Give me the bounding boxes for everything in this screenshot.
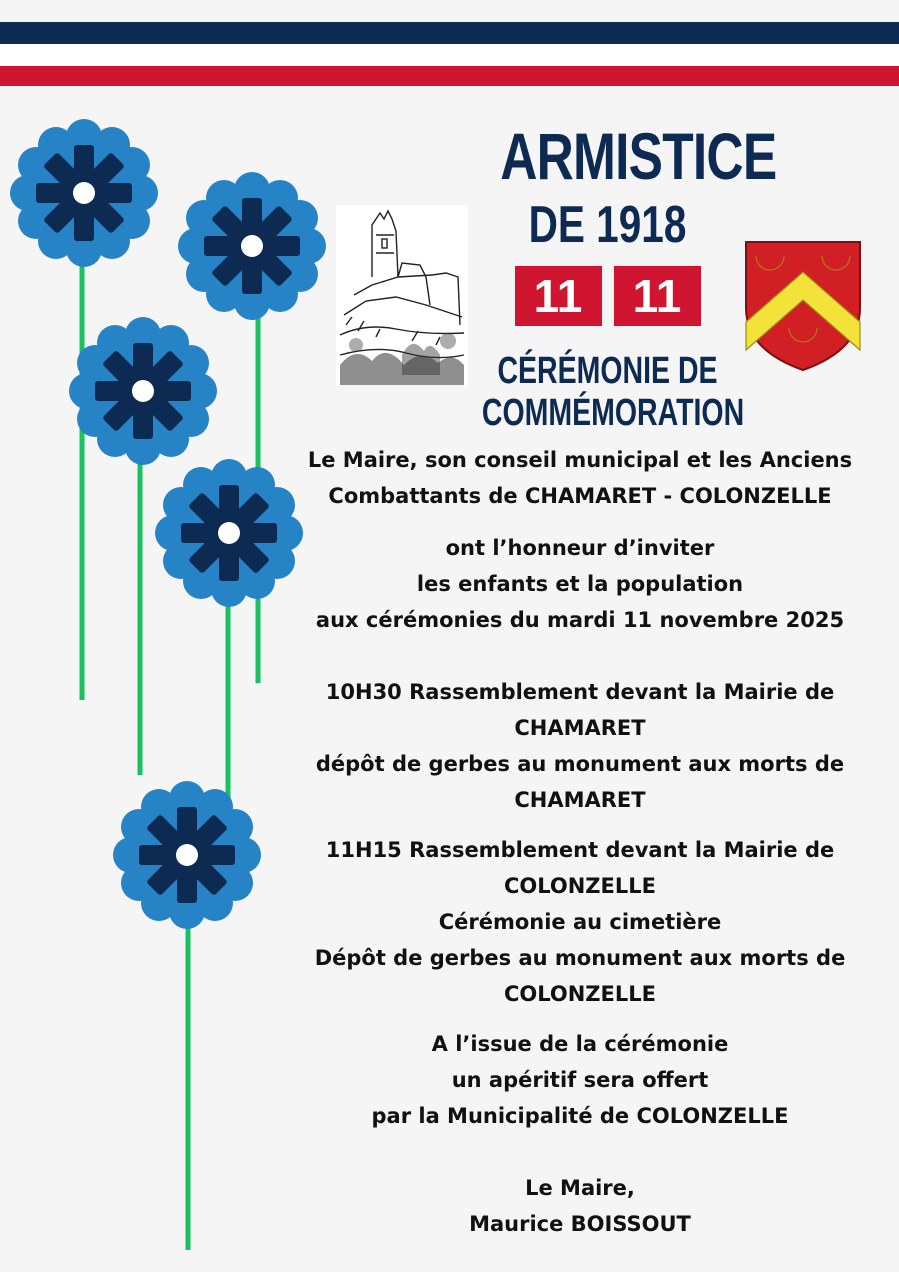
cornflower-icon xyxy=(155,459,303,607)
intro-paragraph xyxy=(296,442,864,514)
program-line: CHAMARET xyxy=(514,788,646,812)
program-line: CHAMARET xyxy=(514,716,646,740)
intro-line: Le Maire, son conseil municipal et les Anciens xyxy=(307,448,853,472)
signature-line: Maurice BOISSOUT xyxy=(469,1212,691,1236)
intro-line: Combattants de CHAMARET - COLONZELLE xyxy=(328,484,832,508)
title-armistice: ARMISTICE xyxy=(500,119,777,193)
cornflower-icon xyxy=(10,119,158,267)
invitation-paragraph xyxy=(296,530,864,638)
signature xyxy=(296,1170,864,1242)
program-line: 11H15 Rassemblement devant la Mairie de xyxy=(325,838,835,862)
program-line: COLONZELLE xyxy=(503,874,656,898)
cornflower-decoration xyxy=(0,0,340,1272)
ceremony-title xyxy=(481,350,745,434)
date-month-box: 11 xyxy=(614,266,701,326)
closing-line: par la Municipalité de COLONZELLE xyxy=(371,1104,789,1128)
closing-paragraph xyxy=(296,1026,864,1134)
date-day-box: 11 xyxy=(515,266,602,326)
program-colonzelle xyxy=(296,832,864,1012)
castle-ruin-illustration xyxy=(336,205,468,385)
program-line: Cérémonie au cimetière xyxy=(438,910,722,934)
program-line: Dépôt de gerbes au monument aux morts de xyxy=(314,946,846,970)
closing-line: A l’issue de la cérémonie xyxy=(431,1032,729,1056)
signature-line: Le Maire, xyxy=(525,1176,635,1200)
invitation-line: ont l’honneur d’inviter xyxy=(445,536,715,560)
cornflower-icon xyxy=(69,317,217,465)
program-chamaret xyxy=(296,674,864,818)
program-line: 10H30 Rassemblement devant la Mairie de xyxy=(325,680,835,704)
invitation-line: aux cérémonies du mardi 11 novembre 2025 xyxy=(315,608,845,632)
cornflower-icon xyxy=(178,172,326,320)
date-boxes xyxy=(470,266,745,326)
invitation-line: les enfants et la population xyxy=(416,572,744,596)
ceremony-title-line: COMMÉMORATION xyxy=(481,392,745,434)
cornflower-icon xyxy=(113,781,261,929)
title-block xyxy=(470,118,777,326)
program-line: dépôt de gerbes au monument aux morts de xyxy=(315,752,845,776)
program-line: COLONZELLE xyxy=(503,982,656,1006)
closing-line: un apéritif sera offert xyxy=(451,1068,709,1092)
title-year: DE 1918 xyxy=(528,196,687,254)
ceremony-title-line: CÉRÉMONIE DE xyxy=(497,350,718,392)
coat-of-arms-icon xyxy=(742,238,864,374)
